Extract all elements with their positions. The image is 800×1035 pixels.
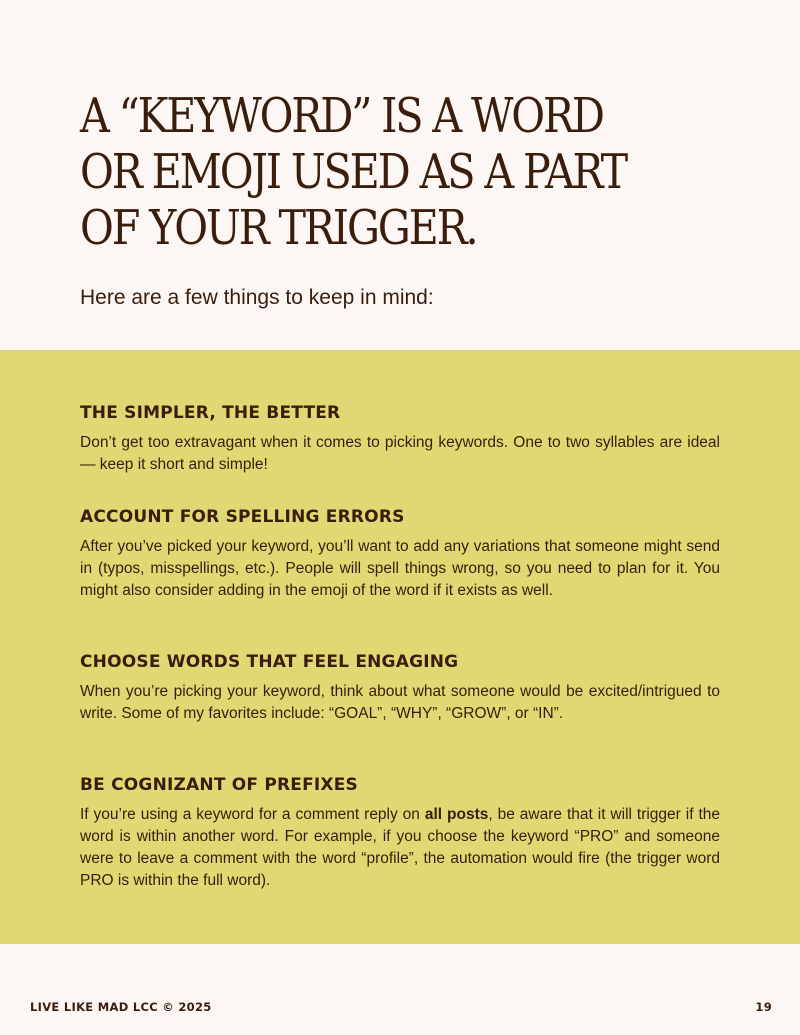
tip-body-emphasis: all posts bbox=[424, 806, 489, 823]
tip-title: BE COGNIZANT OF PREFIXES bbox=[80, 775, 358, 795]
tip-prefixes bbox=[80, 774, 720, 892]
page-number: 19 bbox=[755, 1000, 772, 1014]
tip-title: THE SIMPLER, THE BETTER bbox=[80, 403, 341, 423]
footer-copyright: LIVE LIKE MAD LCC © 2025 bbox=[30, 1000, 212, 1014]
tip-body-start: If you’re using a keyword for a comment reply on bbox=[80, 806, 425, 823]
heading-line-1: A “KEYWORD” IS A WORD bbox=[80, 88, 603, 144]
tip-title: CHOOSE WORDS THAT FEEL ENGAGING bbox=[80, 652, 459, 672]
tip-body: After you’ve picked your keyword, you’ll want to add any variations that someone might send in (typos, misspellings, etc.). People will spell things wrong, so you need to plan for it. You might also consider adding in the emoji of the word if it exists as well. bbox=[80, 538, 720, 599]
heading-line-3: OF YOUR TRIGGER. bbox=[80, 200, 477, 256]
tip-engaging-words bbox=[80, 651, 720, 725]
tip-body-end: , be aware that it will trigger if the word is within another word. For example, if you choose the keyword “PRO” and someone were to leave a comment with the word “profile”, the automation would fire (the trigger word PRO is within the full word). bbox=[80, 806, 720, 889]
intro-text: Here are a few things to keep in mind: bbox=[80, 286, 434, 309]
tip-body: Don’t get too extravagant when it comes to picking keywords. One to two syllables are ideal — keep it short and simple! bbox=[80, 434, 720, 473]
tip-spelling-errors bbox=[80, 506, 720, 602]
heading-line-2: OR EMOJI USED AS A PART bbox=[80, 144, 627, 200]
tip-title: ACCOUNT FOR SPELLING ERRORS bbox=[80, 507, 405, 527]
tip-body: When you’re picking your keyword, think about what someone would be excited/intrigued to write. Some of my favorites include: “GOAL”, “WHY”, “GROW”, or “IN”. bbox=[80, 683, 720, 722]
tip-body bbox=[80, 804, 720, 892]
page-heading bbox=[80, 88, 665, 256]
tip-simpler-better bbox=[80, 402, 720, 476]
